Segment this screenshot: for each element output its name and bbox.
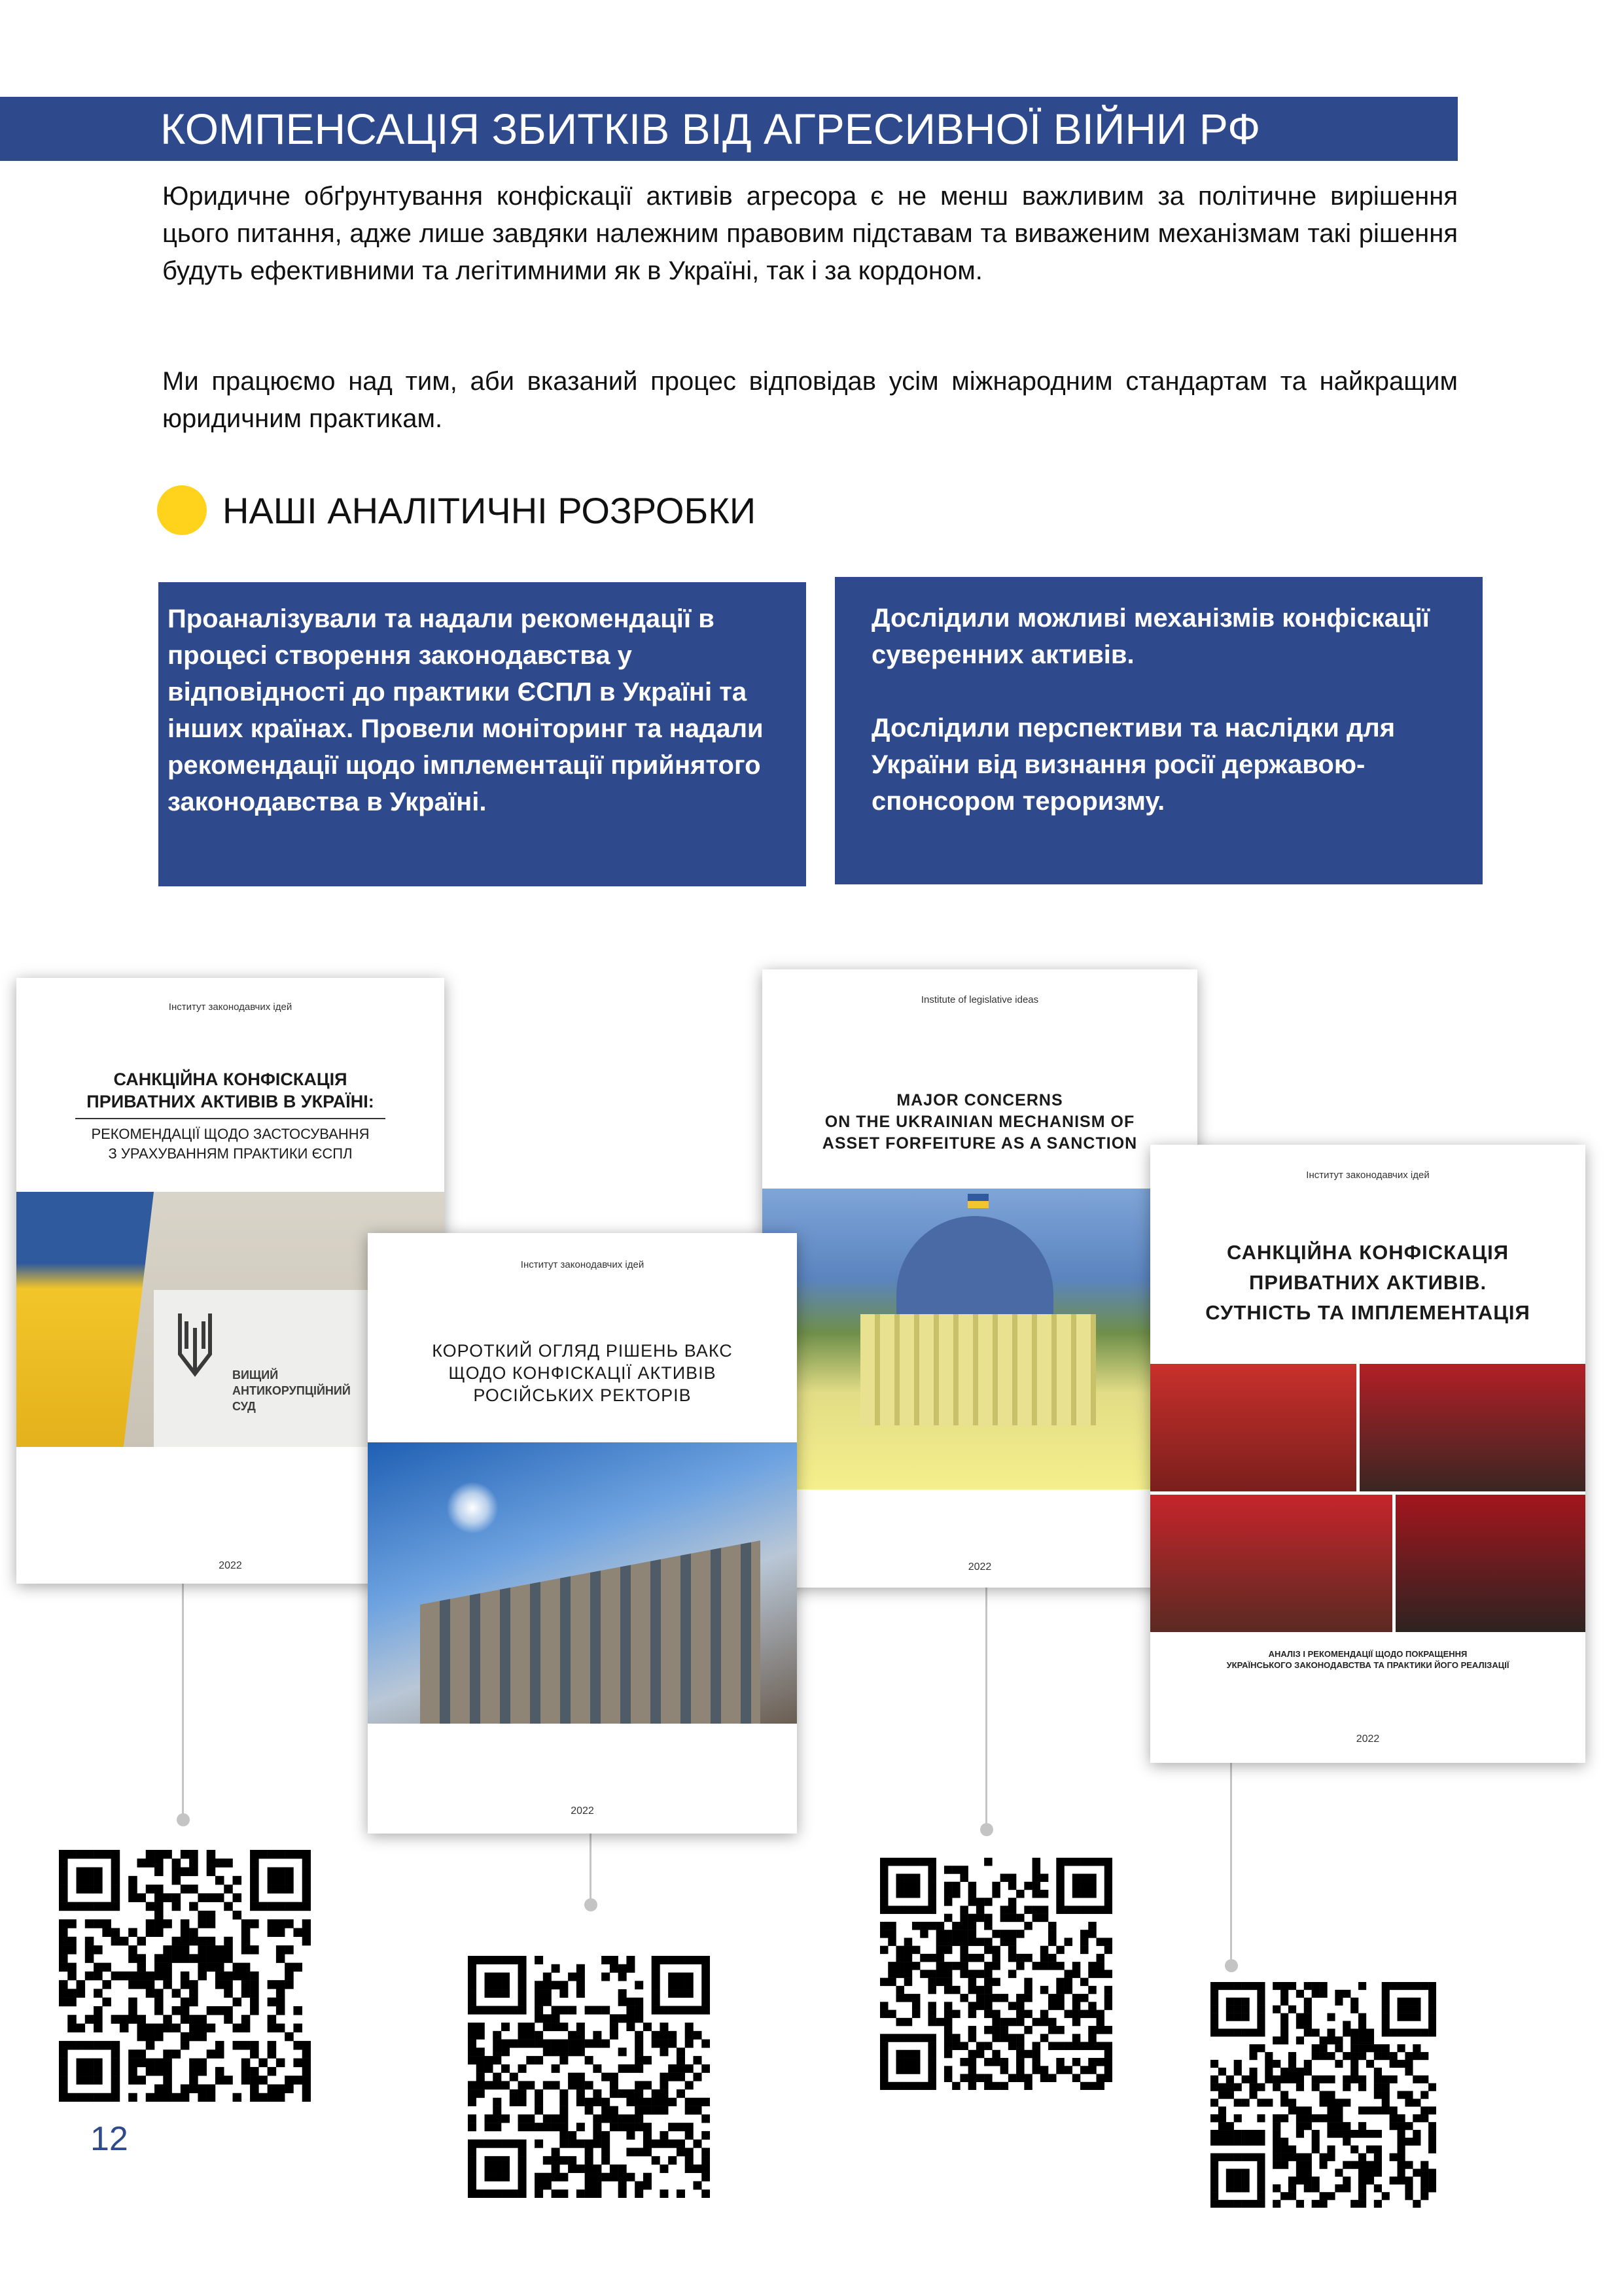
parliament-dome <box>896 1216 1053 1314</box>
cover-title: САНКЦІЙНА КОНФІСКАЦІЯ ПРИВАТНИХ АКТИВІВ. СУТНІСТЬ ТА ІМПЛЕМЕНТАЦІЯ <box>1205 1241 1530 1324</box>
section-title: НАШІ АНАЛІТИЧНІ РОЗРОБКИ <box>222 490 756 531</box>
court-sign-text: ВИЩИЙ АНТИКОРУПЦІЙНИЙ СУД <box>232 1368 351 1413</box>
photo-collage <box>1150 1364 1585 1632</box>
qr-code-1[interactable] <box>59 1850 311 2102</box>
cover-title: САНКЦІЙНА КОНФІСКАЦІЯ ПРИВАТНИХ АКТИВІВ В УКРАЇНІ: <box>86 1070 374 1111</box>
collage-photo <box>1150 1364 1356 1491</box>
section-bullet-dot <box>157 485 207 535</box>
cover-institute: Інститут законодавчих ідей <box>168 1001 292 1013</box>
flag-icon <box>968 1194 989 1208</box>
trident-icon <box>172 1308 218 1380</box>
info-box-text: Дослідили перспективи та наслідки для України від визнання росії державою-спонсором тероризму. <box>872 714 1396 816</box>
connector-dot <box>1225 1959 1238 1972</box>
page-title: КОМПЕНСАЦІЯ ЗБИТКІВ ВІД АГРЕСИВНОЇ ВІЙНИ РФ <box>160 105 1261 153</box>
connector-line <box>1230 1763 1232 1962</box>
cover-note: АНАЛІЗ І РЕКОМЕНДАЦІЇ ЩОДО ПОКРАЩЕННЯ УКРАЇНСЬКОГО ЗАКОНОДАВСТВА ТА ПРАКТИКИ ЙОГО РЕАЛІЗАЦІЇ <box>1226 1649 1509 1670</box>
publication-cover-3[interactable] <box>762 969 1197 1588</box>
parliament-colonnade <box>860 1314 1096 1425</box>
qr-code-3[interactable] <box>880 1858 1112 2090</box>
cover-subtitle: РЕКОМЕНДАЦІЇ ЩОДО ЗАСТОСУВАННЯ З УРАХУВАННЯМ ПРАКТИКИ ЄСПЛ <box>91 1126 370 1162</box>
connector-dot <box>980 1823 993 1836</box>
info-box-text: Проаналізували та надали рекомендації в процесі створення законодавства у відповідності до практики ЄСПЛ в Україні та інших країнах. Провели моніторинг та надали рекомендації щодо імплементації прийнятого законодавства в Україні. <box>167 604 764 816</box>
ukrainian-flag-image <box>16 1192 154 1447</box>
cover-year: 2022 <box>219 1560 242 1571</box>
publication-cover-4[interactable] <box>1150 1145 1585 1763</box>
connector-line <box>590 1832 591 1904</box>
cover-title: КОРОТКИЙ ОГЛЯД РІШЕНЬ ВАКС ЩОДО КОНФІСКАЦІЇ АКТИВІВ РОСІЙСЬКИХ РЕКТОРІВ <box>432 1341 733 1405</box>
intro-paragraph-2: Ми працюємо над тим, аби вказаний процес відповідав усім міжнародним стандартам та найкращим юридичним практикам. <box>162 367 1458 433</box>
cover-title: MAJOR CONCERNS ON THE UKRAINIAN MECHANISM OF ASSET FORFEITURE AS A SANCTION <box>822 1091 1138 1153</box>
collage-photo <box>1396 1495 1585 1632</box>
building-facade <box>420 1540 760 1724</box>
qr-code-4[interactable] <box>1210 1982 1436 2208</box>
info-box-text: Дослідили можливі механізмів конфіскації суверенних активів. <box>872 604 1430 669</box>
publication-cover-2[interactable] <box>368 1233 797 1834</box>
cover-year: 2022 <box>571 1805 594 1817</box>
cover-divider <box>75 1118 385 1119</box>
cover-institute: Institute of legislative ideas <box>921 994 1039 1005</box>
info-box-legislation <box>158 582 806 886</box>
collage-photo <box>1360 1364 1585 1491</box>
collage-photo <box>1150 1495 1392 1632</box>
connector-line <box>182 1583 184 1818</box>
court-building-photo <box>368 1442 797 1724</box>
cover-institute: Інститут законодавчих ідей <box>520 1259 644 1270</box>
connector-dot <box>584 1898 597 1911</box>
intro-paragraph-1: Юридичне обґрунтування конфіскації активів агресора є не менш важливим за політичне вирішення цього питання, адже лише завдяки належним правовим підставам та виваженим механізмам такі рішення будуть ефективними та легітимними як в Україні, так і за кордоном. <box>162 182 1458 285</box>
cover-year: 2022 <box>968 1561 992 1573</box>
cover-institute: Інститут законодавчих ідей <box>1306 1170 1430 1181</box>
connector-line <box>985 1583 987 1825</box>
sun-glare <box>446 1482 499 1534</box>
cover-year: 2022 <box>1356 1733 1380 1745</box>
parliament-photo <box>762 1189 1197 1489</box>
info-box-research <box>835 577 1483 884</box>
qr-code-2[interactable] <box>468 1956 710 2198</box>
connector-dot <box>177 1813 190 1826</box>
page-number: 12 <box>90 2120 128 2158</box>
